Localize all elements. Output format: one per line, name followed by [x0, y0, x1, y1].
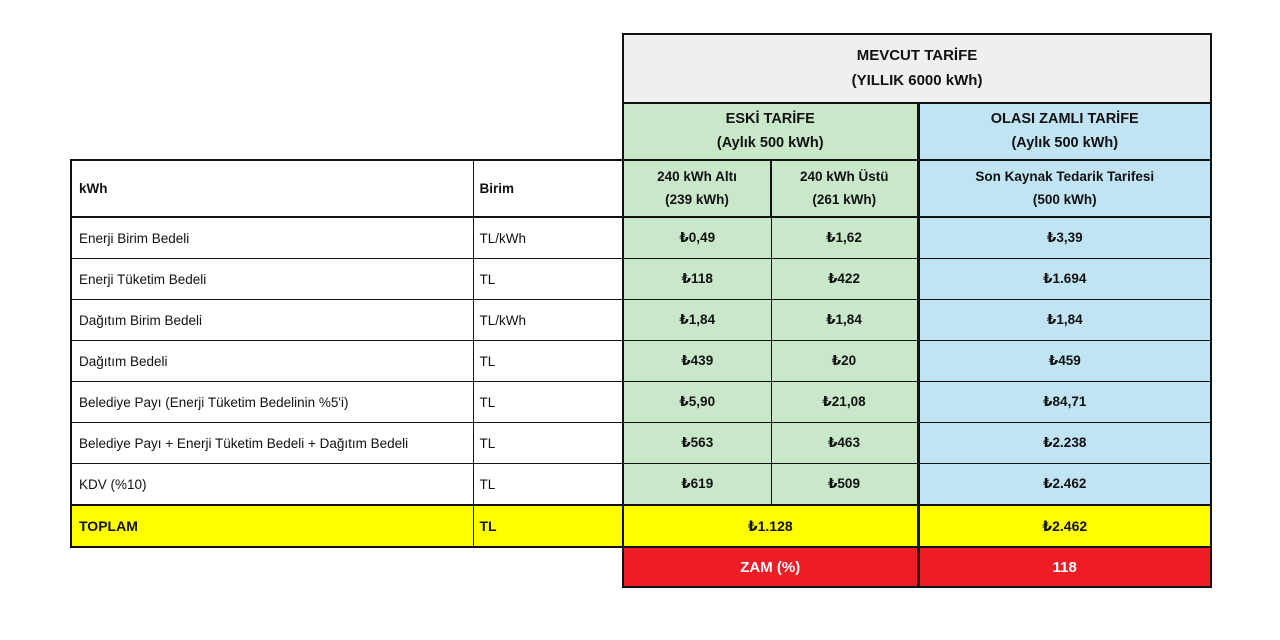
value-sktt: ₺1.694	[918, 259, 1211, 300]
value-over-240: ₺463	[771, 423, 918, 464]
row-unit: TL/kWh	[473, 300, 623, 341]
table-row-sections	[71, 103, 1211, 160]
old-tariff-header	[623, 103, 918, 160]
increase-value: 118	[918, 547, 1211, 587]
value-under-240: ₺0,49	[623, 217, 771, 259]
row-unit: TL	[473, 382, 623, 423]
empty-cell	[71, 103, 623, 160]
value-over-240: ₺20	[771, 341, 918, 382]
column-header-over-240-line2: (261 kWh)	[812, 191, 877, 207]
value-under-240: ₺563	[623, 423, 771, 464]
table-row-total	[71, 505, 1211, 547]
column-header-sktt	[918, 160, 1211, 217]
empty-cell	[71, 547, 623, 587]
column-header-over-240-line1: 240 kWh Üstü	[799, 169, 889, 185]
table-row	[71, 464, 1211, 506]
table-row	[71, 382, 1211, 423]
row-label: Belediye Payı + Enerji Tüketim Bedeli + Dağıtım Bedeli	[71, 423, 473, 464]
current-tariff-title-line1: MEVCUT TARİFE	[856, 46, 978, 64]
empty-cell	[71, 34, 623, 103]
value-sktt: ₺3,39	[918, 217, 1211, 259]
tariff-table	[70, 33, 1212, 588]
row-unit: TL	[473, 464, 623, 506]
column-header-under-240-line2: (239 kWh)	[665, 191, 729, 207]
row-label: KDV (%10)	[71, 464, 473, 506]
table-row	[71, 423, 1211, 464]
table-row-title	[71, 34, 1211, 103]
value-sktt: ₺459	[918, 341, 1211, 382]
row-label: Enerji Birim Bedeli	[71, 217, 473, 259]
current-tariff-title-line2: (YILLIK 6000 kWh)	[851, 71, 983, 89]
table-row-column-headers	[71, 160, 1211, 217]
value-under-240: ₺5,90	[623, 382, 771, 423]
row-label: Dağıtım Bedeli	[71, 341, 473, 382]
row-unit: TL	[473, 341, 623, 382]
new-tariff-title-line2: (Aylık 500 kWh)	[1011, 134, 1119, 151]
old-tariff-title-line1: ESKİ TARİFE	[725, 110, 815, 127]
total-unit: TL	[473, 505, 623, 547]
value-sktt: ₺2.462	[918, 464, 1211, 506]
current-tariff-header	[623, 34, 1211, 103]
value-over-240: ₺509	[771, 464, 918, 506]
total-new-value: ₺2.462	[918, 505, 1211, 547]
value-over-240: ₺422	[771, 259, 918, 300]
table-row-increase	[71, 547, 1211, 587]
column-header-over-240	[771, 160, 918, 217]
value-over-240: ₺1,84	[771, 300, 918, 341]
value-over-240: ₺1,62	[771, 217, 918, 259]
column-header-kwh: kWh	[71, 160, 473, 217]
column-header-under-240-line1: 240 kWh Altı	[657, 169, 737, 185]
row-unit: TL	[473, 423, 623, 464]
value-sktt: ₺84,71	[918, 382, 1211, 423]
table-row	[71, 259, 1211, 300]
old-tariff-title-line2: (Aylık 500 kWh)	[716, 134, 824, 151]
row-label: Dağıtım Birim Bedeli	[71, 300, 473, 341]
value-under-240: ₺619	[623, 464, 771, 506]
value-under-240: ₺1,84	[623, 300, 771, 341]
total-old-value: ₺1.128	[623, 505, 918, 547]
column-header-sktt-line2: (500 kWh)	[1032, 191, 1097, 207]
value-over-240: ₺21,08	[771, 382, 918, 423]
value-sktt: ₺2.238	[918, 423, 1211, 464]
column-header-unit: Birim	[473, 160, 623, 217]
increase-label: ZAM (%)	[623, 547, 918, 587]
table-row	[71, 217, 1211, 259]
new-tariff-title-line1: OLASI ZAMLI TARİFE	[990, 110, 1139, 127]
row-unit: TL	[473, 259, 623, 300]
row-unit: TL/kWh	[473, 217, 623, 259]
column-header-sktt-line1: Son Kaynak Tedarik Tarifesi	[975, 169, 1155, 185]
total-label: TOPLAM	[71, 505, 473, 547]
row-label: Enerji Tüketim Bedeli	[71, 259, 473, 300]
column-header-under-240	[623, 160, 771, 217]
value-under-240: ₺439	[623, 341, 771, 382]
new-tariff-header	[918, 103, 1211, 160]
row-label: Belediye Payı (Enerji Tüketim Bedelinin %5'i)	[71, 382, 473, 423]
value-under-240: ₺118	[623, 259, 771, 300]
table-row	[71, 341, 1211, 382]
value-sktt: ₺1,84	[918, 300, 1211, 341]
table-row	[71, 300, 1211, 341]
